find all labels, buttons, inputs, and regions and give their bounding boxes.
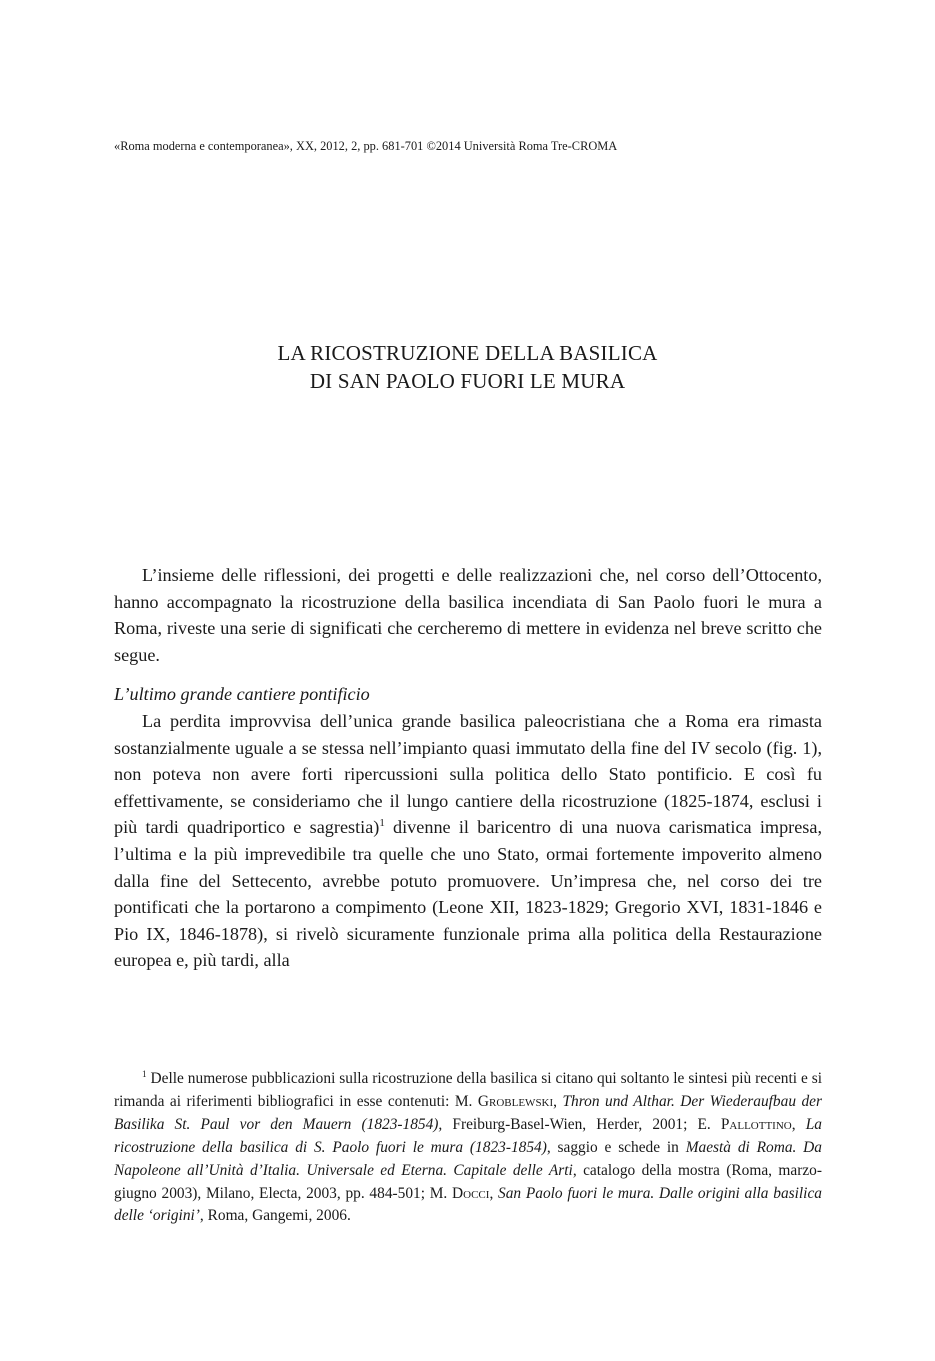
footnote-1	[114, 1068, 822, 1228]
title-line-1: LA RICOSTRUZIONE DELLA BASILICA	[277, 341, 658, 365]
footnote-number: 1	[142, 1069, 147, 1079]
footnote-text: , Roma, Gangemi, 2006.	[199, 1207, 351, 1225]
footnote-work-title: Thron und Althar. Der Wiederaufbau der Basilika St. Paul vor den Mauern (1823-1854),	[114, 1092, 822, 1133]
footnote-text: , catalogo della mostra (Roma, marzo-giugno 2003), Milano, Electa, 2003, pp. 484-501; M.	[114, 1161, 822, 1202]
footnote-work-title: La ricostruzione della basilica di S. Paolo fuori le mura (1823-1854)	[114, 1115, 822, 1156]
article-body	[114, 562, 822, 974]
section-paragraph-text-2: divenne il baricentro di una nuova carismatica impresa, l’ultima e la più imprevedibile tra quelle che uno Stato, ormai fortemente impoverito almeno dalla fine del Settecento, avrebbe potuto promuovere. Un’impresa che, nel corso dei tre pontificati che la portarono a compimento (Leone XII, 1823-1829; Gregorio XVI, 1831-1846 e Pio IX, 1846-1878), si rivelò sicuramente funzionale prima alla politica della Restaurazione europea e, più tardi, alla	[114, 817, 822, 971]
footnote-text: Delle numerose pubblicazioni sulla ricostruzione della basilica si citano qui soltanto le sintesi più recenti e si rimanda ai riferimenti bibliografici in esse contenuti: M.	[114, 1070, 822, 1110]
footnote-text: Freiburg-Basel-Wien, Herder, 2001; E.	[442, 1115, 721, 1133]
footnote-work-title: San Paolo fuori le mura. Dalle origini alla basilica delle ‘origini’	[114, 1184, 822, 1225]
footnote-author-groblewski	[478, 1093, 553, 1110]
author-initial: P	[720, 1115, 730, 1133]
author-initial: D	[452, 1184, 464, 1202]
footnote-text: , saggio e schede in	[546, 1138, 686, 1156]
footnote-text: ,	[553, 1092, 563, 1110]
footnote-author-pallottino	[721, 1116, 792, 1133]
footnote-text: ,	[489, 1184, 499, 1202]
footnote-work-title: Maestà di Roma. Da Napoleone all’Unità d’Italia. Universale ed Eterna. Capitale delle Arti	[114, 1138, 822, 1179]
section-heading: L’ultimo grande cantiere pontificio	[114, 684, 370, 705]
running-header: «Roma moderna e contemporanea», XX, 2012, 2, pp. 681-701 ©2014 Università Roma Tre-CROMA	[114, 139, 618, 153]
author-surname-rest: occi	[463, 1184, 490, 1202]
article-title	[114, 339, 821, 395]
footnotes	[114, 1068, 822, 1228]
footnote-ref[interactable]: 1	[379, 817, 385, 830]
footnote-text: ,	[791, 1115, 806, 1133]
section-paragraph	[114, 708, 822, 974]
author-surname-rest: allottino	[729, 1115, 792, 1133]
title-line-2: DI SAN PAOLO FUORI LE MURA	[309, 369, 626, 393]
intro-paragraph: L’insieme delle riflessioni, dei progetti e delle realizzazioni che, nel corso dell’Ottocento, hanno accompagnato la ricostruzione della basilica incendiata di San Paolo fuori le mura a Roma, riveste una serie di significati che cercheremo di mettere in evidenza nel breve scritto che segue.	[114, 565, 822, 665]
section-paragraph-text-1: La perdita improvvisa dell’unica grande basilica paleocristiana che a Roma era rimasta sostanzialmente uguale a se stessa nell’impianto quasi immutato della fine del IV secolo (fig. 1), non poteva non avere forti ripercussioni sulla politica dello Stato pontificio. E così fu effettivamente, se consideriamo che il lungo cantiere della ricostruzione (1825-1874, esclusi i più tardi quadriportico e sagrestia)	[114, 710, 822, 838]
author-surname-rest: roblewski	[489, 1092, 554, 1110]
footnote-author-docci	[452, 1185, 489, 1202]
author-initial: G	[477, 1092, 489, 1110]
